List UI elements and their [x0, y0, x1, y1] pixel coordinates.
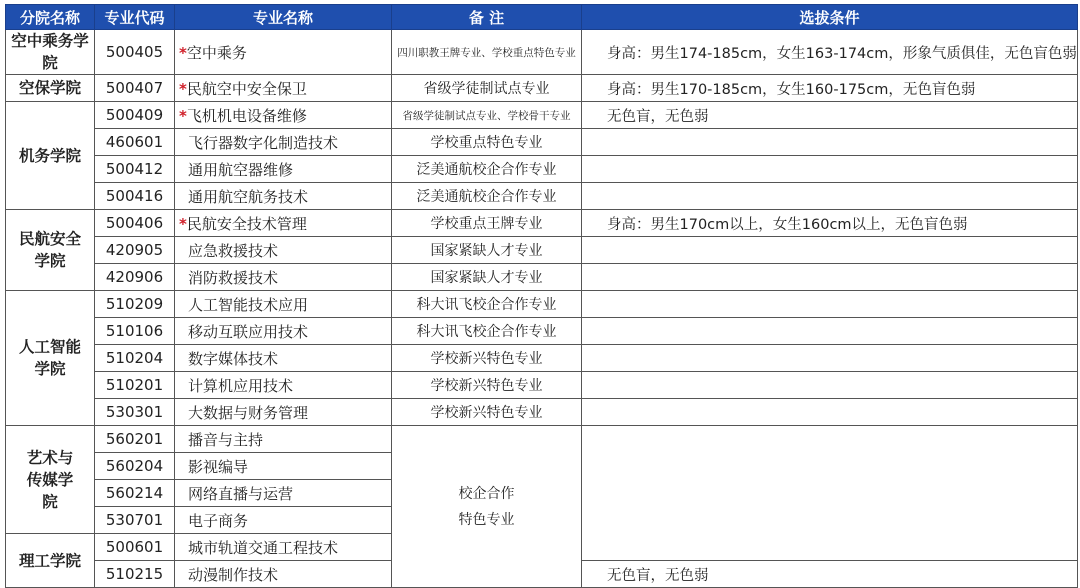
condition-cell: 身高：男生174-185cm，女生163-174cm，形象气质俱佳，无色盲色弱 [582, 30, 1078, 75]
note-cell: 四川职教王牌专业、学校重点特色专业 [392, 30, 582, 75]
table-header-row [6, 5, 1078, 30]
name-cell [175, 156, 392, 183]
name-cell [175, 210, 392, 237]
condition-cell [582, 318, 1078, 345]
admission-table-wrapper [5, 4, 1078, 588]
table-row [6, 345, 1078, 372]
note-cell: 泛美通航校企合作专业 [392, 183, 582, 210]
college-cell: 艺术与传媒学院 [6, 426, 95, 534]
merged-note-line1: 校企合作 [458, 485, 515, 502]
major-name: 飞机机电设备维修 [186, 106, 307, 125]
condition-cell: 无色盲，无色弱 [582, 561, 1078, 588]
name-cell [175, 237, 392, 264]
condition-cell [582, 291, 1078, 318]
condition-cell [582, 372, 1078, 399]
code-cell: 500416 [95, 183, 175, 210]
name-cell [175, 507, 392, 534]
note-cell: 省级学徒制试点专业 [392, 75, 582, 102]
star-marker: * [179, 106, 187, 125]
condition-cell [582, 426, 1078, 561]
note-cell: 学校重点王牌专业 [392, 210, 582, 237]
code-cell: 510209 [95, 291, 175, 318]
note-cell: 学校新兴特色专业 [392, 399, 582, 426]
name-cell [175, 453, 392, 480]
college-cell: 理工学院 [6, 534, 95, 588]
condition-cell [582, 129, 1078, 156]
major-name: 数字媒体技术 [188, 349, 279, 368]
condition-cell: 身高：男生170-185cm，女生160-175cm，无色盲色弱 [582, 75, 1078, 102]
major-name: 人工智能技术应用 [188, 295, 309, 314]
condition-cell [582, 237, 1078, 264]
code-cell: 500412 [95, 156, 175, 183]
note-cell: 学校新兴特色专业 [392, 345, 582, 372]
college-cell: 空保学院 [6, 75, 95, 102]
header-note: 备 注 [392, 5, 582, 30]
condition-cell [582, 399, 1078, 426]
major-name: 播音与主持 [188, 430, 264, 449]
name-cell [175, 426, 392, 453]
note-cell: 国家紧缺人才专业 [392, 237, 582, 264]
major-name: 民航安全技术管理 [186, 214, 307, 233]
major-name: 空中乘务 [186, 43, 247, 62]
major-name: 计算机应用技术 [188, 376, 294, 395]
table-row [6, 102, 1078, 129]
major-name: 消防救援技术 [188, 268, 279, 287]
code-cell: 530701 [95, 507, 175, 534]
table-row [6, 75, 1078, 102]
note-cell: 学校新兴特色专业 [392, 372, 582, 399]
table-row [6, 237, 1078, 264]
name-cell [175, 102, 392, 129]
code-cell: 500406 [95, 210, 175, 237]
table-row [6, 372, 1078, 399]
major-name: 通用航空器维修 [188, 160, 294, 179]
star-marker: * [179, 43, 187, 62]
name-cell [175, 345, 392, 372]
table-row [6, 183, 1078, 210]
college-cell: 空中乘务学院 [6, 30, 95, 75]
code-cell: 500601 [95, 534, 175, 561]
code-cell: 510204 [95, 345, 175, 372]
table-row [6, 30, 1078, 75]
note-cell: 学校重点特色专业 [392, 129, 582, 156]
code-cell: 510201 [95, 372, 175, 399]
name-cell [175, 318, 392, 345]
code-cell: 560214 [95, 480, 175, 507]
name-cell [175, 264, 392, 291]
table-row [6, 129, 1078, 156]
table-row [6, 399, 1078, 426]
condition-cell [582, 345, 1078, 372]
code-cell: 500407 [95, 75, 175, 102]
name-cell [175, 183, 392, 210]
major-name: 城市轨道交通工程技术 [188, 538, 339, 557]
note-cell: 国家紧缺人才专业 [392, 264, 582, 291]
header-condition: 选拔条件 [582, 5, 1078, 30]
star-marker: * [179, 214, 187, 233]
name-cell [175, 534, 392, 561]
code-cell: 420906 [95, 264, 175, 291]
code-cell: 560204 [95, 453, 175, 480]
code-cell: 420905 [95, 237, 175, 264]
table-row [6, 264, 1078, 291]
name-cell [175, 399, 392, 426]
code-cell: 530301 [95, 399, 175, 426]
table-row [6, 426, 1078, 453]
table-row [6, 156, 1078, 183]
major-name: 应急救援技术 [188, 241, 279, 260]
code-cell: 510106 [95, 318, 175, 345]
note-cell: 科大讯飞校企合作专业 [392, 291, 582, 318]
merged-note-line2: 特色专业 [458, 511, 515, 528]
condition-cell [582, 264, 1078, 291]
note-cell: 省级学徒制试点专业、学校骨干专业 [392, 102, 582, 129]
header-college: 分院名称 [6, 5, 95, 30]
name-cell [175, 30, 392, 75]
name-cell [175, 129, 392, 156]
name-cell [175, 75, 392, 102]
major-name: 影视编导 [188, 457, 249, 476]
admission-table [5, 4, 1078, 588]
name-cell [175, 372, 392, 399]
major-name: 大数据与财务管理 [188, 403, 309, 422]
condition-cell [582, 183, 1078, 210]
major-name: 飞行器数字化制造技术 [188, 133, 339, 152]
major-name: 电子商务 [188, 511, 249, 530]
code-cell: 510215 [95, 561, 175, 588]
table-row [6, 210, 1078, 237]
table-row [6, 318, 1078, 345]
condition-cell: 身高：男生170cm以上，女生160cm以上，无色盲色弱 [582, 210, 1078, 237]
major-name: 移动互联应用技术 [188, 322, 309, 341]
major-name: 网络直播与运营 [188, 484, 294, 503]
star-marker: * [179, 79, 187, 98]
table-row [6, 291, 1078, 318]
major-name: 通用航空航务技术 [188, 187, 309, 206]
merged-note-cell [392, 426, 582, 588]
code-cell: 460601 [95, 129, 175, 156]
college-cell: 民航安全学院 [6, 210, 95, 291]
major-name: 民航空中安全保卫 [186, 79, 307, 98]
name-cell [175, 291, 392, 318]
major-name: 动漫制作技术 [188, 565, 279, 584]
note-cell: 泛美通航校企合作专业 [392, 156, 582, 183]
header-code: 专业代码 [95, 5, 175, 30]
condition-cell: 无色盲，无色弱 [582, 102, 1078, 129]
code-cell: 560201 [95, 426, 175, 453]
name-cell [175, 561, 392, 588]
header-name: 专业名称 [175, 5, 392, 30]
code-cell: 500405 [95, 30, 175, 75]
code-cell: 500409 [95, 102, 175, 129]
name-cell [175, 480, 392, 507]
college-cell: 人工智能学院 [6, 291, 95, 426]
condition-cell [582, 156, 1078, 183]
note-cell: 科大讯飞校企合作专业 [392, 318, 582, 345]
college-cell: 机务学院 [6, 102, 95, 210]
